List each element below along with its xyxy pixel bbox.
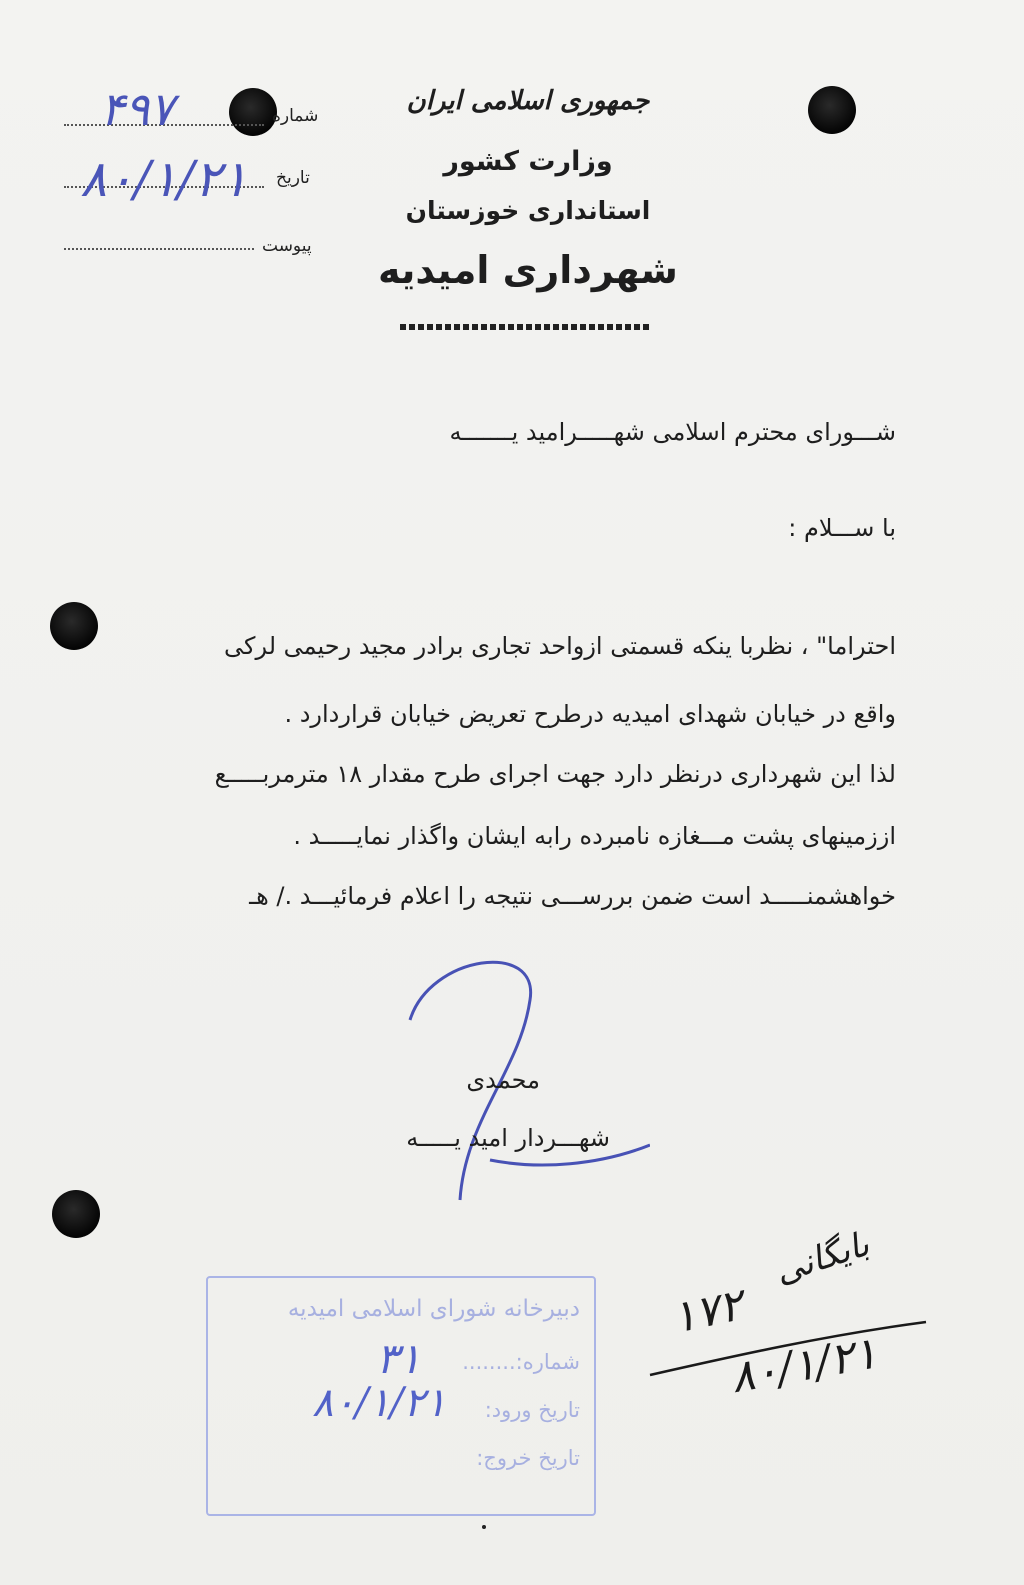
punch-hole: [229, 88, 277, 136]
date-handwritten: ۸۰/۱/۲۱: [80, 150, 248, 208]
archive-note: بایگانی: [770, 1224, 875, 1292]
header-divider: [400, 324, 650, 330]
punch-hole: [50, 602, 98, 650]
stamp-entry-date-label: تاریخ ورود:: [484, 1398, 580, 1422]
stamp-title: دبیرخانه شورای اسلامی امیدیه: [287, 1296, 580, 1322]
dot-mark: [482, 1525, 486, 1529]
body-line-4: اززمینهای پشت مـــغازه نامبرده رابه ایشان واگذار نمایـــــد .: [293, 822, 896, 850]
body-line-2: واقع در خیابان شهدای امیدیه درطرح تعریض خیابان قراردارد .: [284, 700, 896, 728]
body-line-5: خواهشمنـــــد است ضمن بررســـی نتیجه را اعلام فرمائیـــد ./ هـ: [249, 882, 896, 910]
signer-name: محمدی: [466, 1066, 540, 1094]
stamp-exit-date-label: تاریخ خروج:: [476, 1446, 580, 1470]
stamp-entry-date-handwritten: ۸۰/۱/۲۱: [312, 1380, 447, 1426]
punch-hole: [52, 1190, 100, 1238]
archive-number: ۱۷۲: [667, 1279, 748, 1344]
number-handwritten: ۴۹۷: [100, 82, 175, 136]
republic-heading: جمهوری اسلامی ایران: [406, 86, 650, 116]
stamp-number-label: شماره:........: [462, 1350, 580, 1374]
ministry-heading: وزارت کشور: [443, 146, 613, 177]
number-label: شماره: [272, 106, 319, 126]
punch-hole: [808, 86, 856, 134]
attachment-dotted-line: [64, 248, 254, 250]
addressee: شـــورای محترم اسلامی شهـــــرامید یـــــــه: [449, 418, 896, 446]
attachment-label: پیوست: [262, 236, 312, 256]
body-line-1: احتراما" ، نظربا ینکه قسمتی ازواحد تجاری برادر مجید رحیمی لرکی: [224, 632, 896, 660]
secretariat-stamp: [206, 1276, 596, 1516]
stamp-number-handwritten: ۳۱: [376, 1334, 422, 1383]
archive-date: ۸۰/۱/۲۱: [726, 1327, 882, 1404]
date-label: تاریخ: [276, 168, 310, 188]
province-heading: استانداری خوزستان: [405, 196, 651, 225]
body-line-3: لذا این شهرداری درنظر دارد جهت اجرای طرح مقدار ۱۸ مترمربـــــع: [214, 760, 896, 788]
greeting: با ســـلام :: [788, 514, 896, 542]
municipality-heading: شهرداری امیدیه: [378, 248, 678, 292]
signer-title: شهـــردار امید یـــــه: [406, 1124, 610, 1152]
